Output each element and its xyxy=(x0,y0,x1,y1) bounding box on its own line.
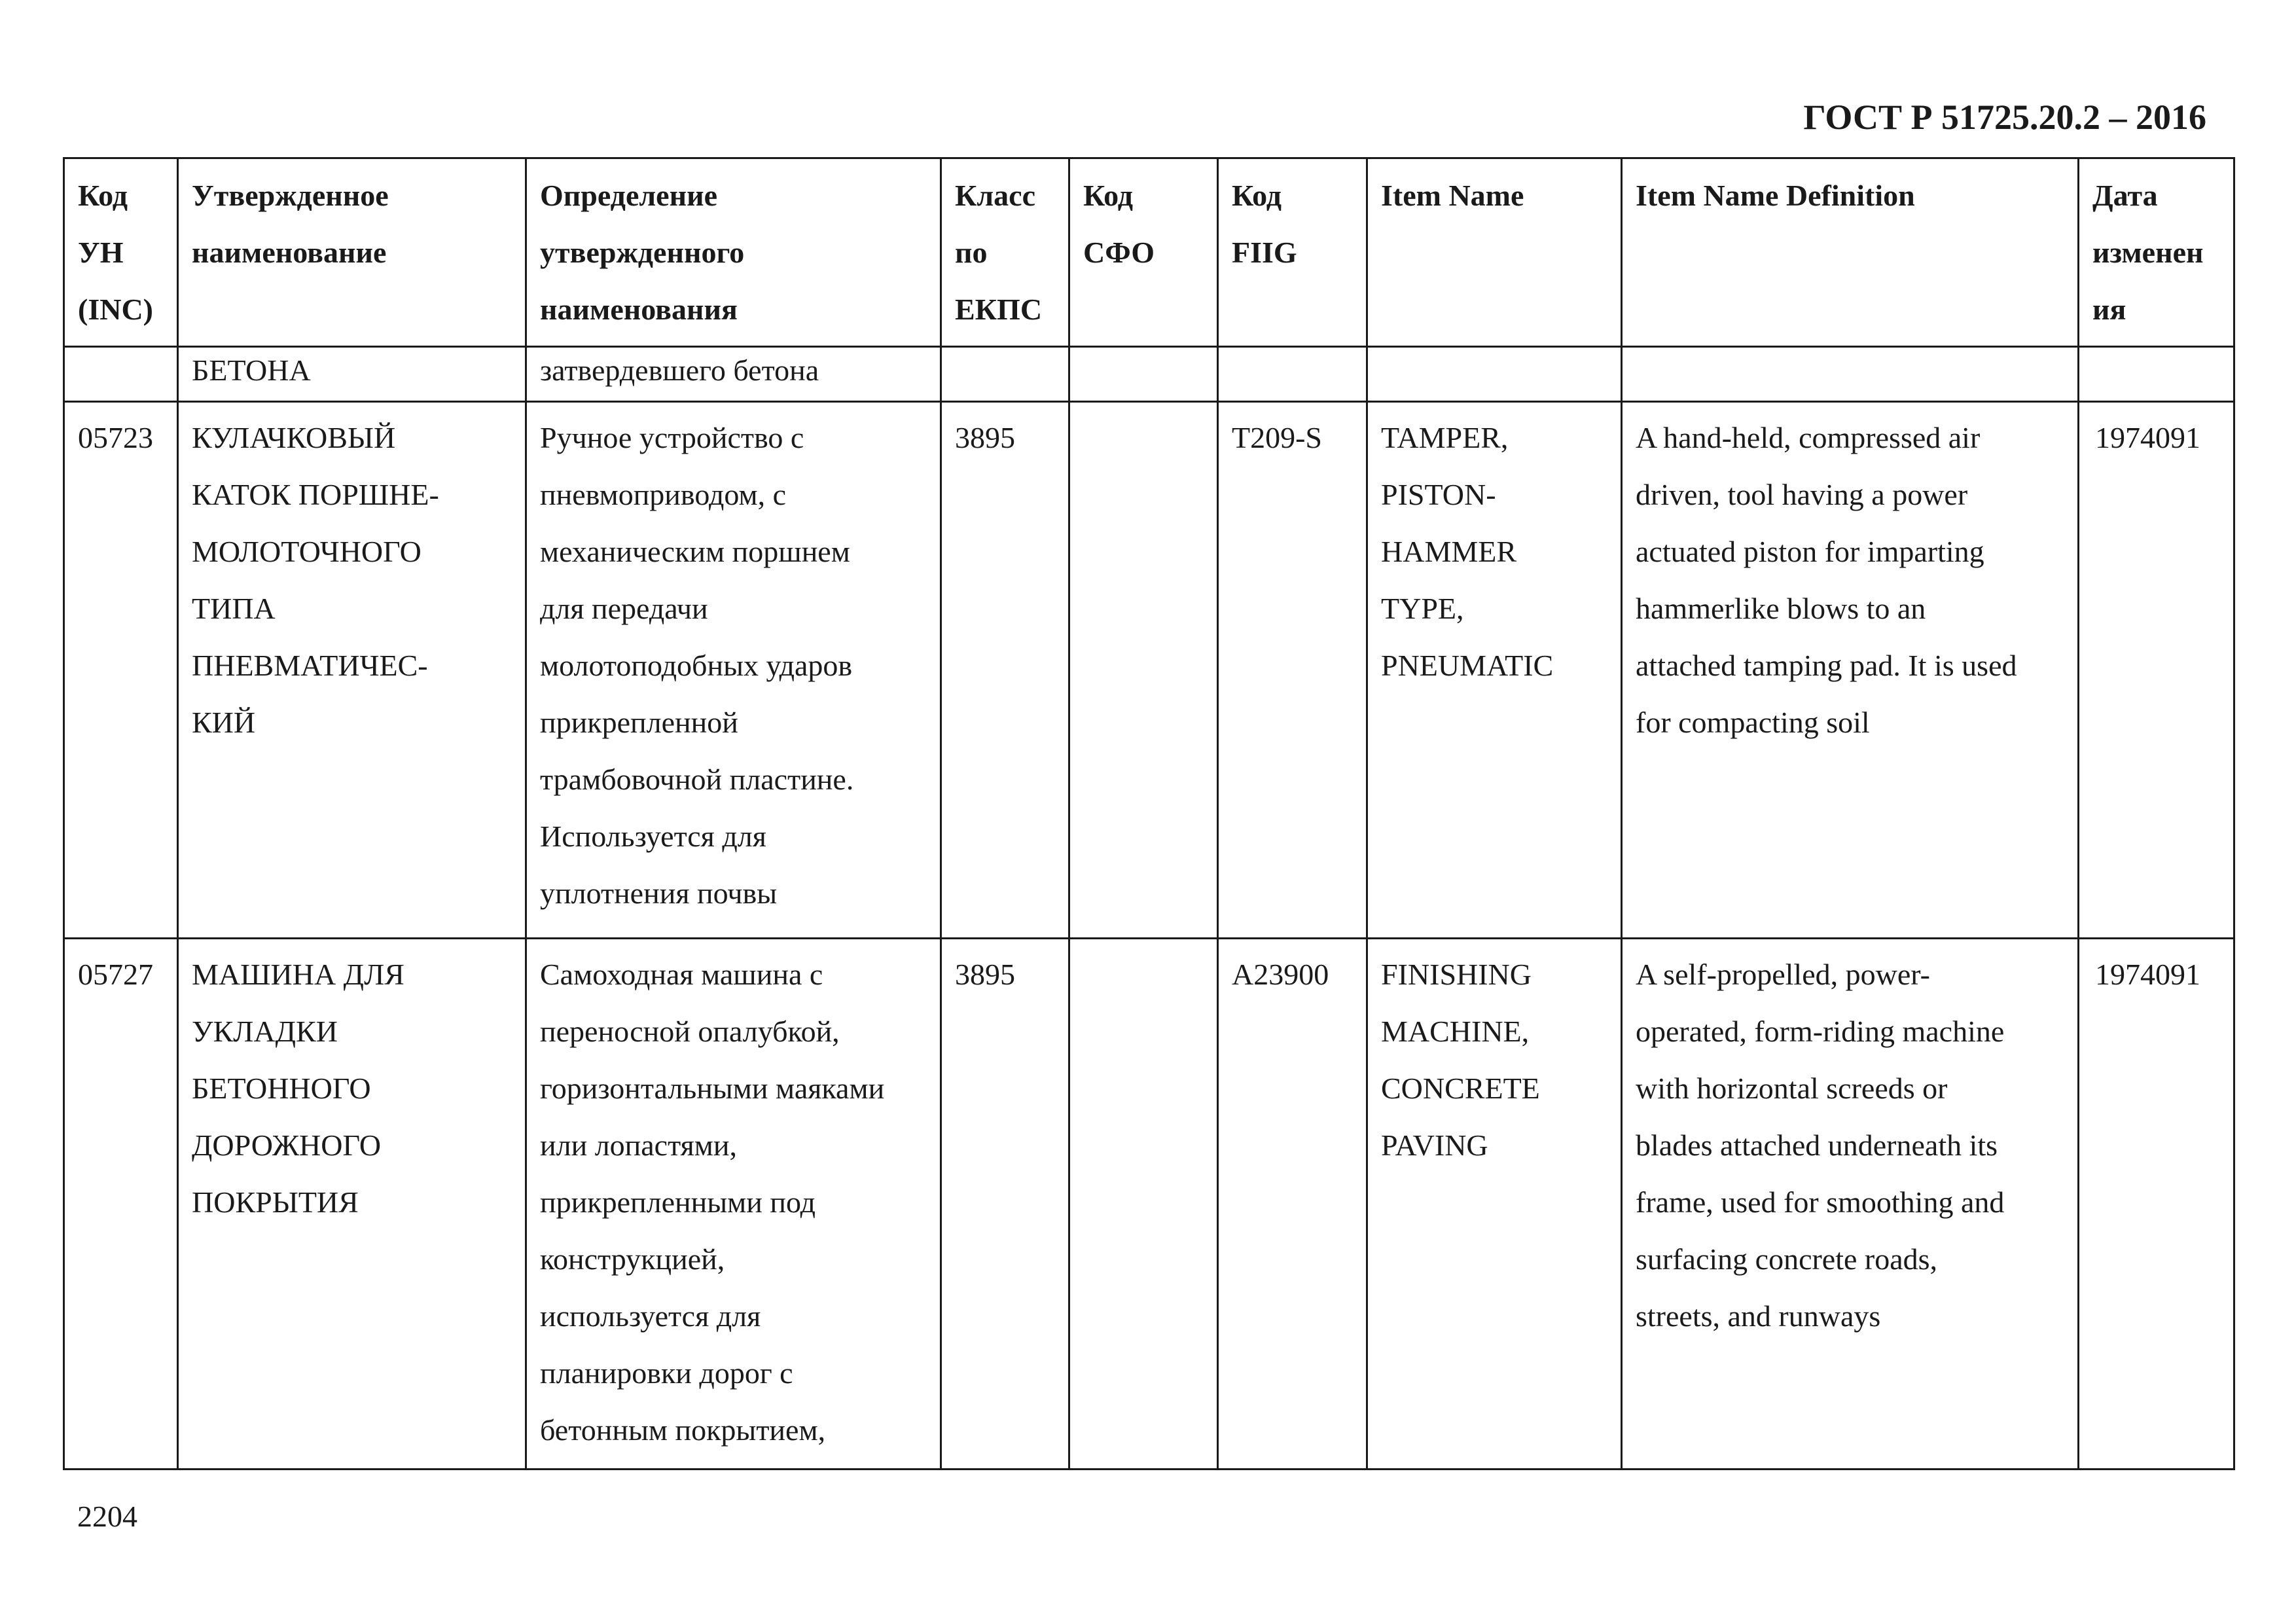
table-cell-sfo-code xyxy=(1069,347,1218,402)
column-header-approved-name xyxy=(178,158,526,347)
table-cell-sfo-code xyxy=(1069,402,1218,939)
cell-text-line: TAMPER, xyxy=(1381,421,1509,454)
column-header-item-name-definition xyxy=(1622,158,2079,347)
cell-text-line: изменен xyxy=(2092,236,2204,269)
cell-text-line: КАТОК ПОРШНЕ- xyxy=(192,478,439,511)
cell-text-line: или лопастями, xyxy=(540,1128,737,1162)
cell-text-line: конструкцией, xyxy=(540,1242,725,1276)
table-cell-approved-name xyxy=(178,347,526,402)
cell-text-line: трамбовочной пластине. xyxy=(540,763,854,796)
cell-text-line: operated, form-riding machine xyxy=(1636,1015,2005,1048)
table-cell-change-date xyxy=(2079,939,2234,1470)
table-header-row xyxy=(64,158,2234,347)
cell-text-line: blades attached underneath its xyxy=(1636,1128,1998,1162)
table-cell-ekps-class xyxy=(941,402,1069,939)
cell-text-line: T209-S xyxy=(1232,421,1322,454)
cell-text-line: Дата xyxy=(2092,179,2158,212)
table-cell-item-name xyxy=(1367,347,1622,402)
cell-text-line: (INC) xyxy=(78,293,153,326)
cell-text-line: механическим поршнем xyxy=(540,535,850,568)
cell-text-line: уплотнения почвы xyxy=(540,876,778,910)
cell-text-line: горизонтальными маяками xyxy=(540,1072,885,1105)
cell-text-line: МАШИНА ДЛЯ xyxy=(192,958,404,991)
cell-text-line: frame, used for smoothing and xyxy=(1636,1185,2005,1219)
table-cell-fiig-code xyxy=(1218,939,1367,1470)
table-cell-change-date xyxy=(2079,347,2234,402)
cell-text-line: MACHINE, xyxy=(1381,1015,1530,1048)
column-header-name-definition xyxy=(526,158,941,347)
cell-text-line: ТИПА xyxy=(192,592,276,625)
cell-text-line: attached tamping pad. It is used xyxy=(1636,649,2017,682)
cell-text-line: 05723 xyxy=(78,421,153,454)
page-number: 2204 xyxy=(77,1500,137,1533)
table-cell-name-definition xyxy=(526,347,941,402)
column-header-sfo-code xyxy=(1069,158,1218,347)
cell-text-line: для передачи xyxy=(540,592,708,625)
cell-text-line: Item Name Definition xyxy=(1636,179,1915,212)
cell-text-line: Определение xyxy=(540,179,718,212)
cell-text-line: actuated piston for imparting xyxy=(1636,535,1984,568)
column-header-fiig-code xyxy=(1218,158,1367,347)
cell-text-line: driven, tool having a power xyxy=(1636,478,1968,511)
cell-text-line: УН xyxy=(78,236,124,269)
cell-text-line: streets, and runways xyxy=(1636,1299,1881,1333)
cell-text-line: with horizontal screeds or xyxy=(1636,1072,1948,1105)
table-cell-name-definition xyxy=(526,402,941,939)
cell-text-line: ия xyxy=(2092,293,2126,326)
table-cell-item-name-definition xyxy=(1622,402,2079,939)
cell-text-line: ПНЕВМАТИЧЕС- xyxy=(192,649,428,682)
table-cell-item-name-definition xyxy=(1622,347,2079,402)
cell-text-line: используется для xyxy=(540,1299,761,1333)
table-cell-fiig-code xyxy=(1218,402,1367,939)
catalog-table xyxy=(63,157,2235,1470)
cell-text-line: A hand-held, compressed air xyxy=(1636,421,1981,454)
table-row-continuation xyxy=(64,347,2234,402)
cell-text-line: переносной опалубкой, xyxy=(540,1015,840,1048)
cell-text-line: FINISHING xyxy=(1381,958,1532,991)
table-cell-ekps-class xyxy=(941,939,1069,1470)
cell-text-line: ПОКРЫТИЯ xyxy=(192,1185,359,1219)
cell-text-line: A self-propelled, power- xyxy=(1636,958,1930,991)
table-cell-approved-name xyxy=(178,402,526,939)
cell-text-line: PAVING xyxy=(1381,1128,1488,1162)
cell-text-line: 1974091 xyxy=(2095,421,2200,454)
cell-text-line: CONCRETE xyxy=(1381,1072,1540,1105)
cell-text-line: surfacing concrete roads, xyxy=(1636,1242,1938,1276)
cell-text-line: PISTON- xyxy=(1381,478,1496,511)
table-cell-fiig-code xyxy=(1218,347,1367,402)
cell-text-line: FIIG xyxy=(1232,236,1297,269)
cell-text-line: PNEUMATIC xyxy=(1381,649,1554,682)
cell-text-line: КУЛАЧКОВЫЙ xyxy=(192,421,396,454)
table-cell-sfo-code xyxy=(1069,939,1218,1470)
cell-text-line: пневмоприводом, с xyxy=(540,478,787,511)
cell-text-line: по xyxy=(955,236,988,269)
cell-text-line: hammerlike blows to an xyxy=(1636,592,1926,625)
cell-text-line: ЕКПС xyxy=(955,293,1043,326)
table-row xyxy=(64,402,2234,939)
cell-text-line: 3895 xyxy=(955,958,1015,991)
column-header-inc-code xyxy=(64,158,178,347)
column-header-item-name xyxy=(1367,158,1622,347)
cell-text-line: планировки дорог с xyxy=(540,1356,793,1390)
column-header-change-date xyxy=(2079,158,2234,347)
cell-text-line: УКЛАДКИ xyxy=(192,1015,338,1048)
table-cell-item-name-definition xyxy=(1622,939,2079,1470)
cell-text-line: HAMMER xyxy=(1381,535,1517,568)
cell-text-line: TYPE, xyxy=(1381,592,1464,625)
cell-text-line: ДОРОЖНОГО xyxy=(192,1128,382,1162)
table-cell-change-date xyxy=(2079,402,2234,939)
cell-text-line: Ручное устройство с xyxy=(540,421,804,454)
table-cell-inc-code xyxy=(64,347,178,402)
table-cell-name-definition xyxy=(526,939,941,1470)
table-cell-item-name xyxy=(1367,402,1622,939)
cell-text-line: 3895 xyxy=(955,421,1015,454)
cell-text-line: прикрепленными под xyxy=(540,1185,816,1219)
cell-text-line: молотоподобных ударов xyxy=(540,649,853,682)
table-row xyxy=(64,939,2234,1470)
cell-text-line: БЕТОНА xyxy=(192,353,311,387)
cell-text-line: Самоходная машина с xyxy=(540,958,823,991)
cell-text-line: МОЛОТОЧНОГО xyxy=(192,535,422,568)
table-cell-ekps-class xyxy=(941,347,1069,402)
cell-text-line: Item Name xyxy=(1381,179,1524,212)
document-standard-header: ГОСТ Р 51725.20.2 – 2016 xyxy=(1803,98,2206,137)
cell-text-line: Класс xyxy=(955,179,1035,212)
cell-text-line: затвердевшего бетона xyxy=(540,353,819,387)
table-cell-inc-code xyxy=(64,402,178,939)
table-cell-item-name xyxy=(1367,939,1622,1470)
cell-text-line: прикрепленной xyxy=(540,706,738,739)
cell-text-line: Код xyxy=(78,179,128,212)
cell-text-line: A23900 xyxy=(1232,958,1329,991)
cell-text-line: наименование xyxy=(192,236,387,269)
cell-text-line: наименования xyxy=(540,293,738,326)
table-cell-approved-name xyxy=(178,939,526,1470)
cell-text-line: 1974091 xyxy=(2095,958,2200,991)
cell-text-line: утвержденного xyxy=(540,236,745,269)
table-cell-inc-code xyxy=(64,939,178,1470)
column-header-ekps-class xyxy=(941,158,1069,347)
cell-text-line: 05727 xyxy=(78,958,153,991)
cell-text-line: БЕТОННОГО xyxy=(192,1072,371,1105)
cell-text-line: Код xyxy=(1083,179,1134,212)
cell-text-line: КИЙ xyxy=(192,706,256,739)
cell-text-line: Используется для xyxy=(540,820,766,853)
cell-text-line: Код xyxy=(1232,179,1282,212)
cell-text-line: for compacting soil xyxy=(1636,706,1870,739)
cell-text-line: бетонным покрытием, xyxy=(540,1413,826,1447)
cell-text-line: Утвержденное xyxy=(192,179,389,212)
cell-text-line: СФО xyxy=(1083,236,1155,269)
